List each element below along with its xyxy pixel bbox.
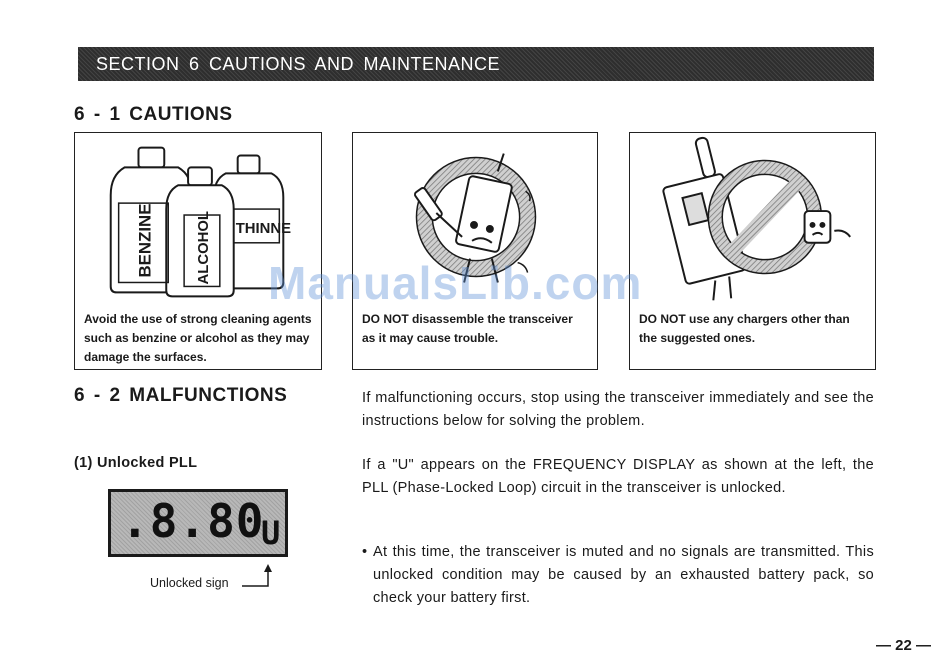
malfunctions-heading: 6 - 2 MALFUNCTIONS (74, 385, 288, 406)
caution-panel-cleaning (74, 132, 322, 370)
frequency-display (108, 489, 288, 557)
unlocked-pll-paragraph: If a "U" appears on the FREQUENCY DISPLAY as shown at the left, the PLL (Phase-Locked Loop) circuit in the transceiver is unlocked. (362, 457, 874, 496)
watermark-text: ManualsLib.com (268, 257, 643, 309)
display-digits: .8.80 (121, 494, 265, 548)
cautions-heading: 6 - 1 CAUTIONS (74, 104, 233, 125)
bullet-dot-icon: • (362, 544, 368, 560)
caution-panel-chargers (629, 132, 876, 370)
caution-panel-disassemble (352, 132, 598, 370)
unlocked-pll-bullet: At this time, the transceiver is muted and no signals are transmitted. This unlocked condition may be caused by an exhausted battery pack, so check your battery first. (373, 544, 874, 606)
thinner-label: THINNE (235, 220, 292, 237)
malfunctions-intro: If malfunctioning occurs, stop using the transceiver immediately and see the instructions below for solving the problem. (362, 390, 874, 429)
unlocked-pll-heading: (1) Unlocked PLL (74, 455, 198, 471)
no-other-chargers-illustration (630, 133, 875, 303)
section-title: SECTION 6 CAUTIONS AND MAINTENANCE (96, 53, 501, 74)
caution-caption-cleaning: Avoid the use of strong cleaning agents such as benzine or alcohol as they may damage the surfaces. (84, 312, 312, 364)
unlock-indicator: U (261, 514, 281, 552)
unlocked-sign-label: Unlocked sign (150, 576, 229, 590)
section-header-bar (78, 47, 874, 81)
no-disassemble-illustration (353, 133, 597, 303)
page-number: — 22 — (876, 637, 932, 654)
benzine-label: BENZINE (135, 203, 155, 278)
charger-character-icon (805, 211, 851, 243)
cleaning-bottles-illustration (75, 133, 321, 303)
arrow-up-icon (238, 562, 274, 592)
transceiver-icon (663, 137, 747, 301)
caution-caption-disassemble: DO NOT disassemble the transceiver as it may cause trouble. (362, 312, 573, 345)
alcohol-label: ALCOHOL (195, 210, 212, 285)
caution-caption-chargers: DO NOT use any chargers other than the suggested ones. (639, 312, 850, 345)
